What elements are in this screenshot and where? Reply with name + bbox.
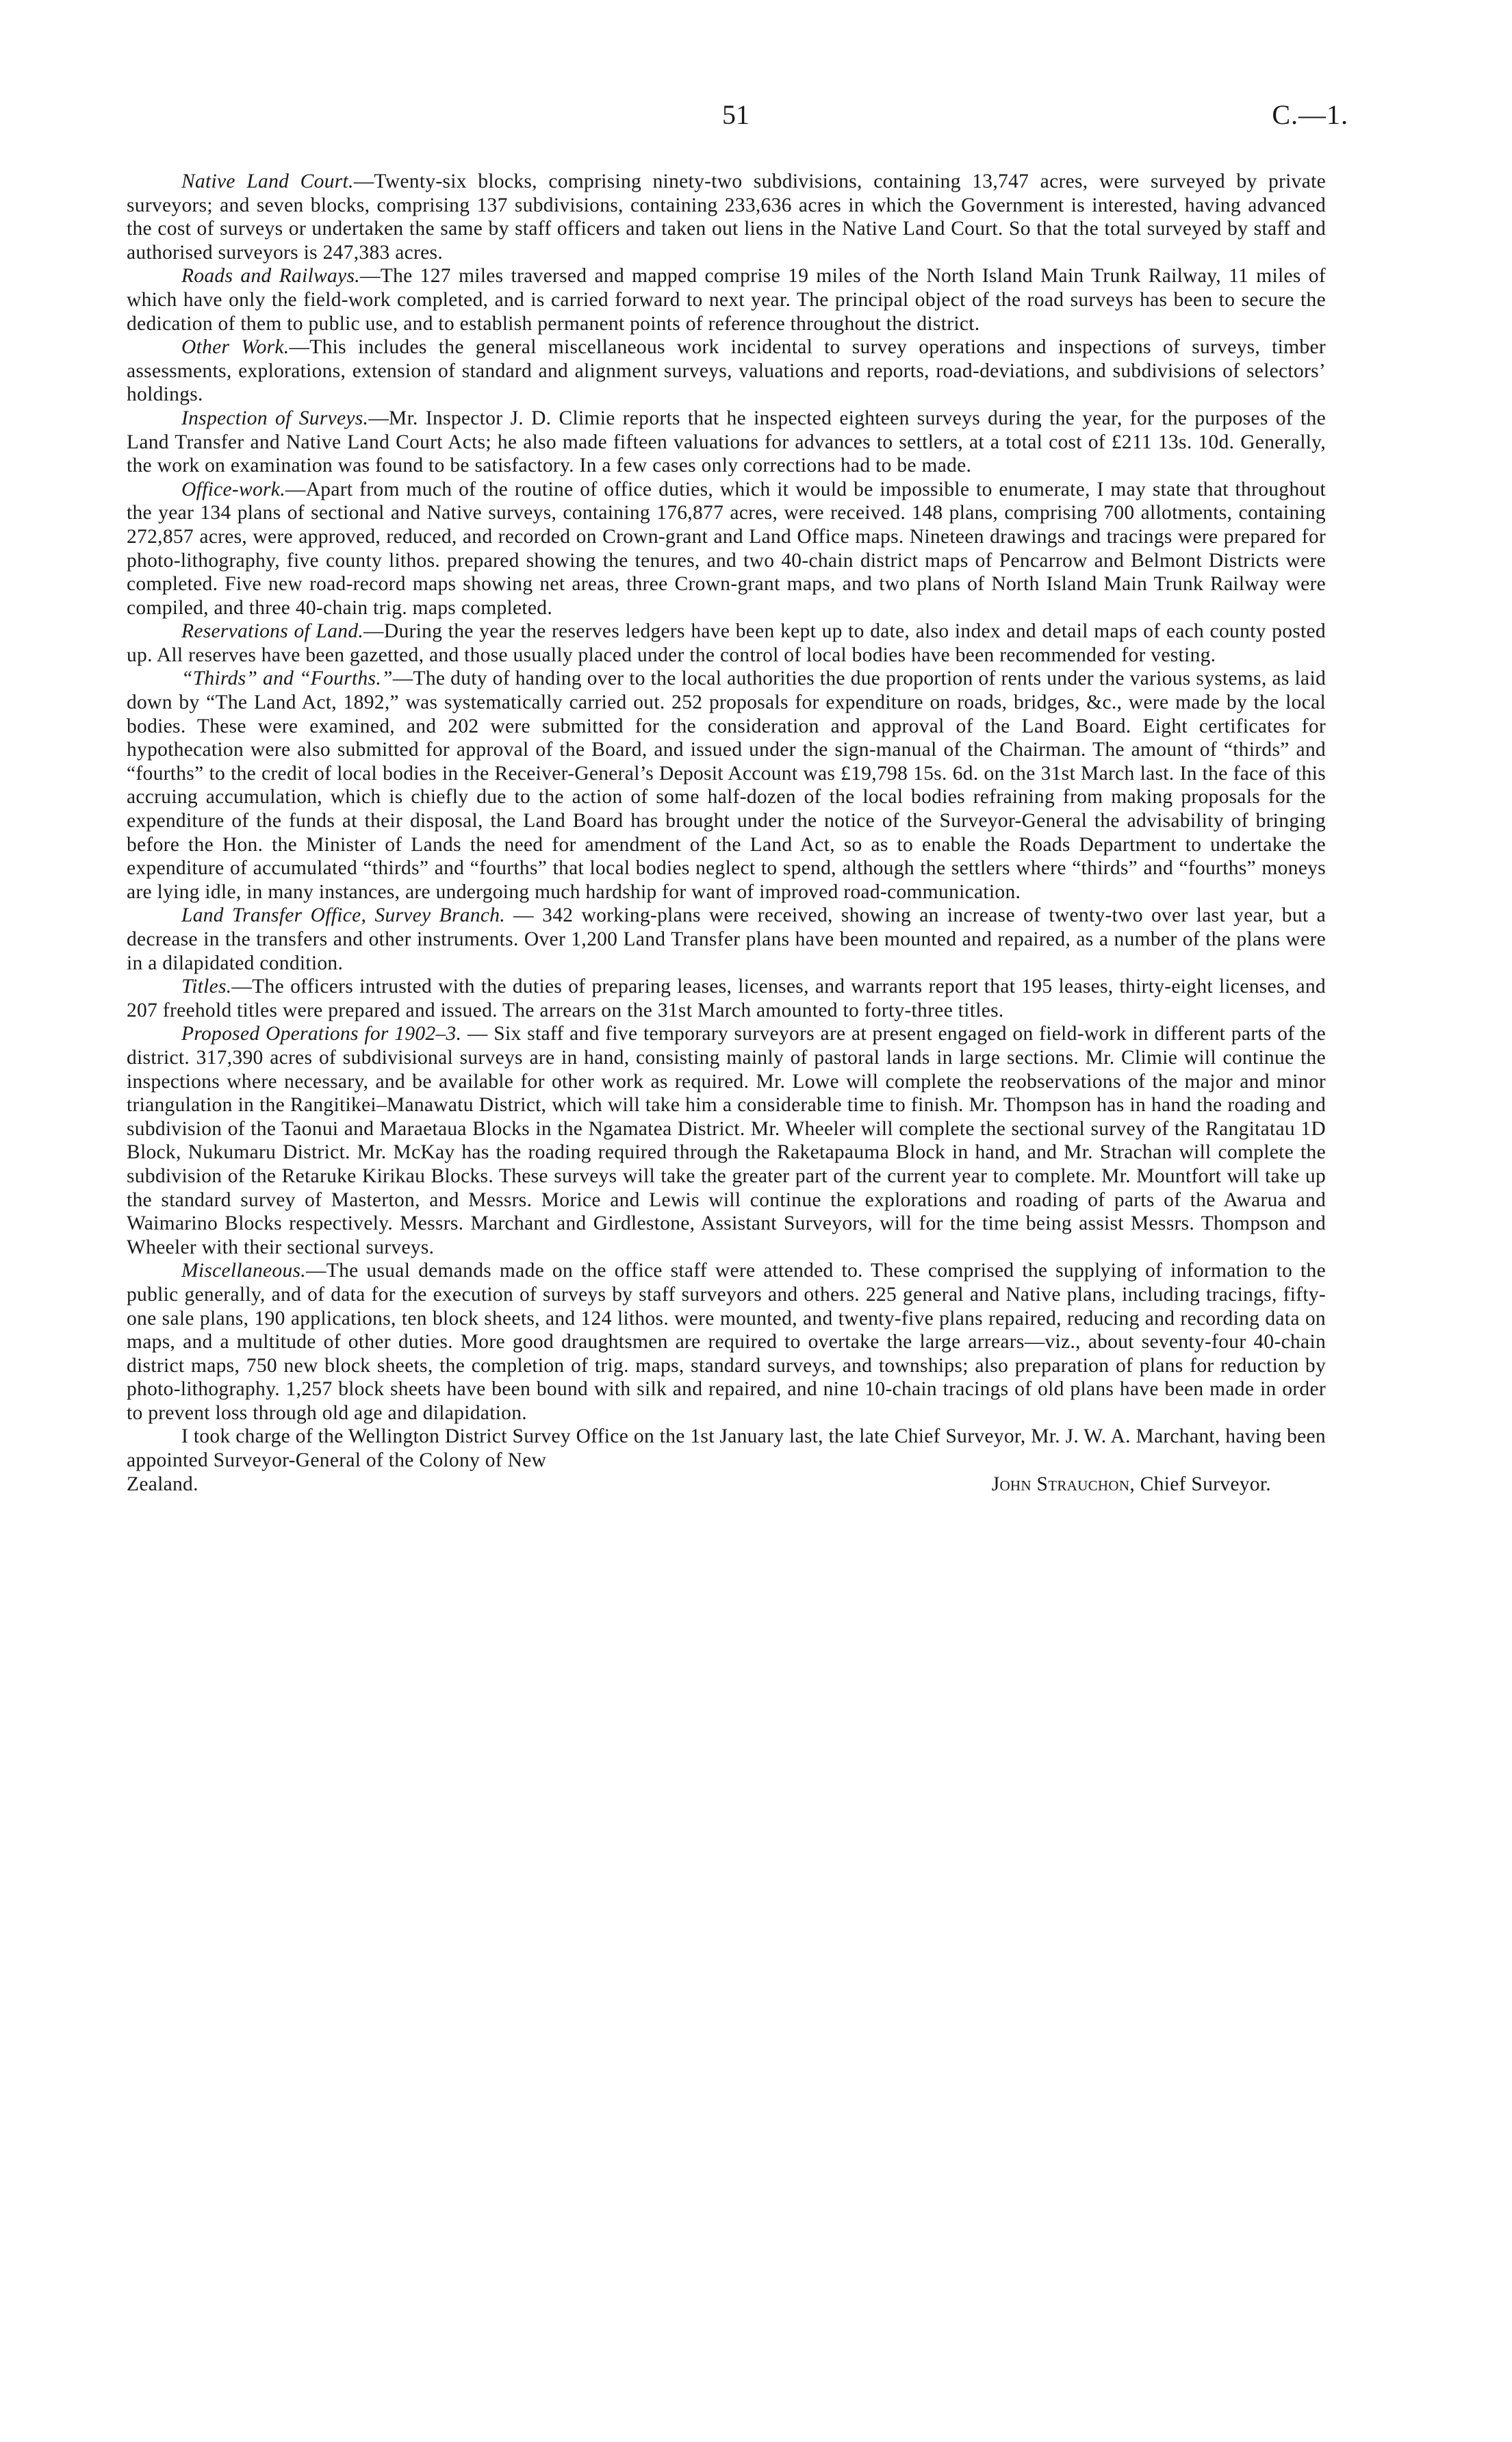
closing-last-word: Zealand. <box>127 1473 198 1495</box>
section-text: —Twenty-six blocks, comprising ninety-two subdivisions, containing 13,747 acres, were surveyed by private surveyors; and seven blocks, comprising 137 subdivisions, containing 233,636 acres in which the Government is interested, having advanced the cost of surveys or undertaken the same by staff officers and taken out liens in the Native Land Court. So that the total surveyed by staff and authorised surveyors is 247,383 acres. <box>127 170 1326 264</box>
closing-text: I took charge of the Wellington District Survey Office on the 1st January last, the late Chief Surveyor, Mr. J. W. A. Marchant, having been appointed Surveyor-General of the Colony of New <box>127 1425 1326 1472</box>
section-reservations-of-land <box>127 620 1326 667</box>
section-heading: “Thirds” and “Fourths.” <box>181 667 393 690</box>
section-text: —Mr. Inspector J. D. Climie reports that he inspected eighteen surveys during the year, for the purposes of the Land Transfer and Native Land Court Acts; he also made fifteen valuations for advances to settlers, at a total cost of £211 13s. 10d. Generally, the work on examination was found to be satisfactory. In a few cases only corrections had to be made. <box>127 407 1326 477</box>
report-body <box>127 170 1326 1496</box>
signature <box>992 1473 1326 1497</box>
section-heading: Titles. <box>181 976 232 998</box>
section-other-work <box>127 335 1326 407</box>
section-native-land-court <box>127 170 1326 264</box>
section-heading: Proposed Operations for 1902–3. <box>181 1023 462 1045</box>
section-land-transfer-office <box>127 904 1326 975</box>
section-miscellaneous <box>127 1259 1326 1425</box>
section-office-work <box>127 478 1326 620</box>
section-heading: Inspection of Surveys. <box>181 407 369 429</box>
section-heading: Miscellaneous. <box>181 1260 306 1282</box>
section-text: —This includes the general miscellaneous work incidental to survey operations and inspections of surveys, timber assessments, explorations, extension of standard and alignment surveys, valuations and reports, road-deviations, and subdivisions of selectors’ holdings. <box>127 336 1326 406</box>
section-proposed-operations <box>127 1022 1326 1259</box>
closing-paragraph <box>127 1425 1326 1472</box>
section-heading: Roads and Railways. <box>181 265 360 288</box>
section-thirds-and-fourths <box>127 667 1326 904</box>
section-text: —The officers intrusted with the duties of preparing leases, licenses, and warrants report that 195 leases, thirty-eight licenses, and 207 freehold titles were prepared and issued. The arrears on the 31st March amounted to forty-three titles. <box>127 976 1326 1021</box>
section-heading: Land Transfer Office, Survey Branch. <box>181 904 505 927</box>
signature-title: , Chief Surveyor. <box>1129 1473 1271 1495</box>
section-text: —The 127 miles traversed and mapped comprise 19 miles of the North Island Main Trunk Railway, 11 miles of which have only the field-work completed, and is carried forward to next year. The principal object of the road surveys has been to secure the dedication of them to public use, and to establish permanent points of reference throughout the district. <box>127 265 1326 335</box>
section-titles <box>127 975 1326 1022</box>
section-heading: Office-work. <box>181 478 285 500</box>
section-text: —The usual demands made on the office staff were attended to. These comprised the supplying of information to the public generally, and of data for the execution of surveys by staff surveyors and others. 225 general and Native plans, including tracings, fifty-one sale plans, 190 applications, ten block sheets, and 124 lithos. were mounted, and twenty-five plans repaired, reducing and recording data on maps, and a multitude of other duties. More good draughtsmen are required to overtake the large arrears—viz., about seventy-four 40-chain district maps, 750 new block sheets, the completion of trig. maps, standard surveys, and townships; also preparation of plans for reduction by photo-lithography. 1,257 block sheets have been bound with silk and repaired, and nine 10-chain tracings of old plans have been made in order to prevent loss through old age and dilapidation. <box>127 1260 1326 1424</box>
document-reference: C.—1. <box>1272 99 1348 130</box>
signature-name: John Strauchon <box>991 1473 1130 1495</box>
signature-line <box>127 1473 1326 1497</box>
section-text: —During the year the reserves ledgers have been kept up to date, also index and detail maps of each county posted up. All reserves have been gazetted, and those usually placed under the control of local bodies have been recommended for vesting. <box>127 620 1326 666</box>
page-header <box>123 94 1348 136</box>
section-text: — 342 working-plans were received, showing an increase of twenty-two over last year, but a decrease in the transfers and other instruments. Over 1,200 Land Transfer plans have been mounted and repaired, as a number of the plans were in a dilapidated condition. <box>127 904 1326 974</box>
section-heading: Other Work. <box>181 336 290 359</box>
page-number: 51 <box>722 99 749 130</box>
section-roads-and-railways <box>127 264 1326 335</box>
section-text: —The duty of handing over to the local authorities the due proportion of rents under the various systems, as laid down by “The Land Act, 1892,” was systematically carried out. 252 proposals for expenditure on roads, bridges, &c., were made by the local bodies. These were examined, and 202 were submitted for the consideration and approval of the Land Board. Eight certificates for hypothecation were also submitted for approval of the Board, and issued under the sign-manual of the Chairman. The amount of “thirds” and “fourths” to the credit of local bodies in the Receiver-General’s Deposit Account was £19,798 15s. 6d. on the 31st March last. In the face of this accruing accumulation, which is chiefly due to the action of some half-dozen of the local bodies refraining from making proposals for the expenditure of the funds at their disposal, the Land Board has brought under the notice of the Surveyor-General the advisability of bringing before the Hon. the Minister of Lands the need for amendment of the Land Act, so as to enable the Roads Department to undertake the expenditure of accumulated “thirds” and “fourths” that local bodies neglect to spend, although the settlers where “thirds” and “fourths” moneys are lying idle, in many instances, are undergoing much hardship for want of improved road-communication. <box>127 667 1326 903</box>
section-heading: Native Land Court. <box>181 170 354 192</box>
section-text: — Six staff and five temporary surveyors are at present engaged on field-work in different parts of the district. 317,390 acres of subdivisional surveys are in hand, consisting mainly of pastoral lands in large sections. Mr. Climie will continue the inspections where necessary, and be available for other work as required. Mr. Lowe will complete the reobservations of the major and minor triangulation in the Rangitikei–Manawatu District, which will take him a considerable time to finish. Mr. Thompson has in hand the roading and subdivision of the Taonui and Maraetaua Blocks in the Ngamatea District. Mr. Wheeler will complete the sectional survey of the Rangitatau 1D Block, Nukumaru District. Mr. McKay has the roading required through the Raketapauma Block in hand, and Mr. Strachan will complete the subdivision of the Retaruke Kirikau Blocks. These surveys will take the greater part of the current year to complete. Mr. Mountfort will take up the standard survey of Masterton, and Messrs. Morice and Lewis will continue the explorations and roading of parts of the Awarua and Waimarino Blocks respectively. Messrs. Marchant and Girdlestone, Assistant Surveyors, will for the time being assist Messrs. Thompson and Wheeler with their sectional surveys. <box>127 1023 1326 1258</box>
section-heading: Reservations of Land. <box>181 620 364 643</box>
section-text: —Apart from much of the routine of office duties, which it would be impossible to enumerate, I may state that throughout the year 134 plans of sectional and Native surveys, containing 176,877 acres, were received. 148 plans, comprising 700 allotments, containing 272,857 acres, were approved, reduced, and recorded on Crown-grant and Land Office maps. Nineteen drawings and tracings were prepared for photo-lithography, five county lithos. prepared showing the tenures, and two 40-chain district maps of Pencarrow and Belmont Districts were completed. Five new road-record maps showing net areas, three Crown-grant maps, and two plans of North Island Main Trunk Railway were compiled, and three 40-chain trig. maps completed. <box>127 478 1326 619</box>
section-inspection-of-surveys <box>127 407 1326 478</box>
